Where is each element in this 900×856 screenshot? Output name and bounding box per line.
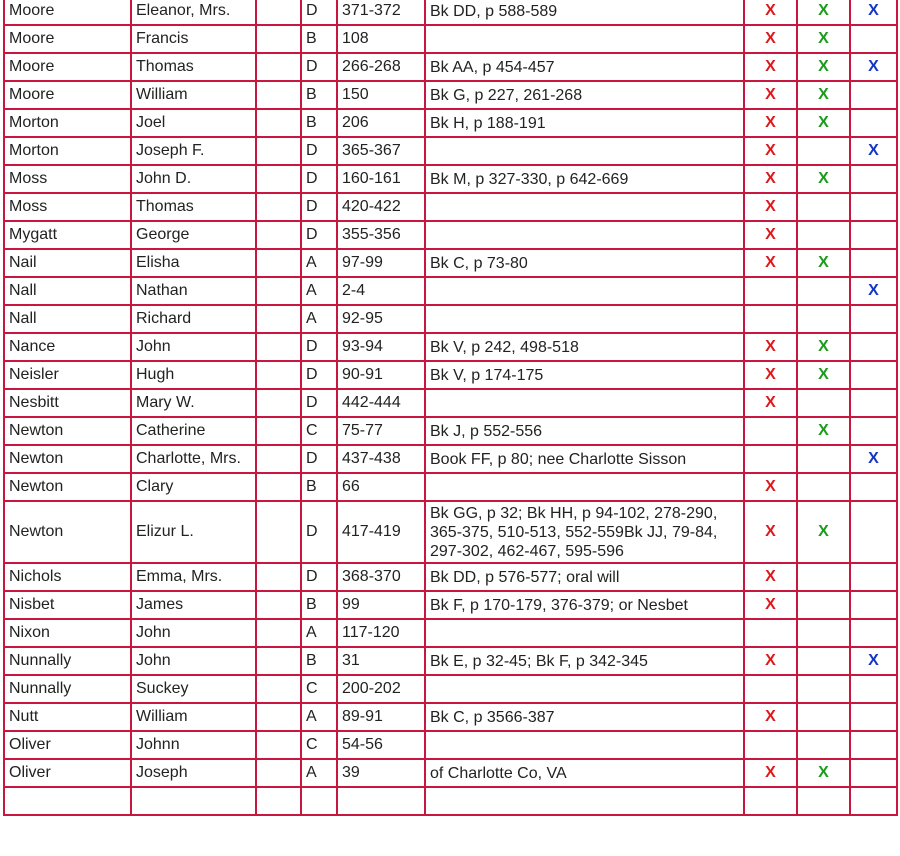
empty-cell — [256, 501, 301, 563]
box-letter-cell: B — [301, 81, 337, 109]
table-row — [4, 361, 897, 389]
green-mark-cell: X — [797, 53, 850, 81]
green-mark-cell: X — [797, 81, 850, 109]
surname-cell: Morton — [4, 109, 131, 137]
blue-mark-cell — [850, 305, 897, 333]
red-mark-cell: X — [744, 473, 797, 501]
blue-mark-cell — [850, 361, 897, 389]
box-letter-cell: D — [301, 361, 337, 389]
blue-mark-cell: X — [850, 53, 897, 81]
surname-cell: Newton — [4, 417, 131, 445]
box-letter-cell: D — [301, 501, 337, 563]
empty-cell — [256, 249, 301, 277]
green-mark-cell — [797, 591, 850, 619]
surname-cell: Nisbet — [4, 591, 131, 619]
book-reference-cell — [425, 305, 744, 333]
green-mark-cell: X — [797, 109, 850, 137]
table-row — [4, 249, 897, 277]
surname-cell: Newton — [4, 501, 131, 563]
red-mark-cell: X — [744, 501, 797, 563]
box-letter-cell: D — [301, 389, 337, 417]
empty-cell — [256, 25, 301, 53]
blue-mark-cell: X — [850, 445, 897, 473]
red-mark-cell: X — [744, 591, 797, 619]
empty-cell — [256, 619, 301, 647]
records-table — [3, 0, 898, 816]
page-range-cell: 66 — [337, 473, 425, 501]
given-name-cell: Hugh — [131, 361, 256, 389]
red-mark-cell — [744, 619, 797, 647]
green-mark-cell — [797, 389, 850, 417]
page-range-cell: 371-372 — [337, 0, 425, 25]
book-reference-cell — [425, 277, 744, 305]
given-name-cell: John D. — [131, 165, 256, 193]
given-name-cell: Nathan — [131, 277, 256, 305]
box-letter-cell: C — [301, 731, 337, 759]
green-mark-cell — [797, 675, 850, 703]
page-range-cell: 200-202 — [337, 675, 425, 703]
empty-cell — [256, 591, 301, 619]
table-row — [4, 703, 897, 731]
green-mark-cell — [797, 703, 850, 731]
page-range-cell: 150 — [337, 81, 425, 109]
green-mark-cell: X — [797, 333, 850, 361]
red-mark-cell: X — [744, 389, 797, 417]
blue-mark-cell — [850, 249, 897, 277]
given-name-cell: Thomas — [131, 193, 256, 221]
empty-cell — [256, 305, 301, 333]
surname-cell: Nutt — [4, 703, 131, 731]
surname-cell: Morton — [4, 137, 131, 165]
table-row — [4, 647, 897, 675]
table-row — [4, 193, 897, 221]
page-range-cell: 2-4 — [337, 277, 425, 305]
page-range-cell: 266-268 — [337, 53, 425, 81]
book-reference-cell: Bk V, p 242, 498-518 — [425, 333, 744, 361]
blue-mark-cell — [850, 81, 897, 109]
box-letter-cell: B — [301, 25, 337, 53]
given-name-cell: John — [131, 619, 256, 647]
surname-cell: Oliver — [4, 731, 131, 759]
table-row — [4, 0, 897, 25]
given-name-cell: Joseph — [131, 759, 256, 787]
green-mark-cell — [797, 221, 850, 249]
book-reference-cell: Bk AA, p 454-457 — [425, 53, 744, 81]
empty-cell — [256, 675, 301, 703]
surname-cell: Moore — [4, 0, 131, 25]
book-reference-cell: Bk C, p 3566-387 — [425, 703, 744, 731]
surname-cell: Neisler — [4, 361, 131, 389]
surname-cell: Moore — [4, 53, 131, 81]
blue-mark-cell: X — [850, 0, 897, 25]
book-reference-cell: Bk C, p 73-80 — [425, 249, 744, 277]
blue-mark-cell — [850, 563, 897, 591]
green-mark-cell — [797, 619, 850, 647]
book-reference-cell — [425, 787, 744, 815]
blue-mark-cell: X — [850, 137, 897, 165]
green-mark-cell: X — [797, 249, 850, 277]
surname-cell: Moss — [4, 165, 131, 193]
empty-cell — [256, 703, 301, 731]
empty-cell — [256, 81, 301, 109]
book-reference-cell — [425, 221, 744, 249]
box-letter-cell: A — [301, 305, 337, 333]
empty-cell — [256, 109, 301, 137]
red-mark-cell — [744, 277, 797, 305]
table-row — [4, 675, 897, 703]
table-row — [4, 787, 897, 815]
page-range-cell — [337, 787, 425, 815]
red-mark-cell: X — [744, 703, 797, 731]
page-range-cell: 75-77 — [337, 417, 425, 445]
page-range-cell: 54-56 — [337, 731, 425, 759]
surname-cell: Nunnally — [4, 675, 131, 703]
book-reference-cell: of Charlotte Co, VA — [425, 759, 744, 787]
page-range-cell: 442-444 — [337, 389, 425, 417]
book-reference-cell — [425, 137, 744, 165]
table-row — [4, 25, 897, 53]
page-range-cell: 97-99 — [337, 249, 425, 277]
table-row — [4, 165, 897, 193]
blue-mark-cell: X — [850, 277, 897, 305]
book-reference-cell: Bk GG, p 32; Bk HH, p 94-102, 278-290, 365-375, 510-513, 552-559Bk JJ, 79-84, 297-302, 462-467, 595-596 — [425, 501, 744, 563]
page-range-cell: 99 — [337, 591, 425, 619]
green-mark-cell — [797, 305, 850, 333]
red-mark-cell: X — [744, 81, 797, 109]
empty-cell — [256, 193, 301, 221]
given-name-cell — [131, 787, 256, 815]
page-range-cell: 108 — [337, 25, 425, 53]
table-row — [4, 417, 897, 445]
surname-cell: Mygatt — [4, 221, 131, 249]
empty-cell — [256, 53, 301, 81]
empty-cell — [256, 647, 301, 675]
green-mark-cell — [797, 445, 850, 473]
red-mark-cell: X — [744, 221, 797, 249]
blue-mark-cell — [850, 221, 897, 249]
book-reference-cell: Book FF, p 80; nee Charlotte Sisson — [425, 445, 744, 473]
blue-mark-cell — [850, 759, 897, 787]
surname-cell: Nall — [4, 277, 131, 305]
blue-mark-cell: X — [850, 647, 897, 675]
green-mark-cell — [797, 731, 850, 759]
page-range-cell: 437-438 — [337, 445, 425, 473]
book-reference-cell: Bk M, p 327-330, p 642-669 — [425, 165, 744, 193]
box-letter-cell: A — [301, 277, 337, 305]
box-letter-cell: A — [301, 249, 337, 277]
box-letter-cell: D — [301, 53, 337, 81]
box-letter-cell: D — [301, 445, 337, 473]
box-letter-cell: D — [301, 193, 337, 221]
table-row — [4, 277, 897, 305]
red-mark-cell: X — [744, 165, 797, 193]
table-row — [4, 333, 897, 361]
green-mark-cell: X — [797, 501, 850, 563]
empty-cell — [256, 165, 301, 193]
box-letter-cell: C — [301, 417, 337, 445]
green-mark-cell: X — [797, 25, 850, 53]
blue-mark-cell — [850, 165, 897, 193]
green-mark-cell — [797, 137, 850, 165]
empty-cell — [256, 787, 301, 815]
table-row — [4, 563, 897, 591]
blue-mark-cell — [850, 193, 897, 221]
green-mark-cell — [797, 277, 850, 305]
table-row — [4, 109, 897, 137]
green-mark-cell — [797, 563, 850, 591]
box-letter-cell: C — [301, 675, 337, 703]
green-mark-cell: X — [797, 165, 850, 193]
empty-cell — [256, 221, 301, 249]
page-range-cell: 160-161 — [337, 165, 425, 193]
book-reference-cell: Bk H, p 188-191 — [425, 109, 744, 137]
empty-cell — [256, 277, 301, 305]
table-row — [4, 81, 897, 109]
page-range-cell: 206 — [337, 109, 425, 137]
box-letter-cell: B — [301, 591, 337, 619]
given-name-cell: James — [131, 591, 256, 619]
box-letter-cell: D — [301, 137, 337, 165]
green-mark-cell: X — [797, 417, 850, 445]
red-mark-cell — [744, 417, 797, 445]
surname-cell: Nall — [4, 305, 131, 333]
surname-cell: Nance — [4, 333, 131, 361]
red-mark-cell: X — [744, 563, 797, 591]
book-reference-cell — [425, 389, 744, 417]
book-reference-cell — [425, 619, 744, 647]
box-letter-cell: A — [301, 703, 337, 731]
empty-cell — [256, 473, 301, 501]
given-name-cell: John — [131, 333, 256, 361]
empty-cell — [256, 731, 301, 759]
table-row — [4, 731, 897, 759]
box-letter-cell: D — [301, 221, 337, 249]
red-mark-cell — [744, 675, 797, 703]
red-mark-cell: X — [744, 249, 797, 277]
blue-mark-cell — [850, 619, 897, 647]
box-letter-cell: B — [301, 109, 337, 137]
table-row — [4, 591, 897, 619]
table-row — [4, 445, 897, 473]
green-mark-cell: X — [797, 361, 850, 389]
table-row — [4, 759, 897, 787]
red-mark-cell: X — [744, 0, 797, 25]
page-range-cell: 420-422 — [337, 193, 425, 221]
red-mark-cell: X — [744, 193, 797, 221]
table-row — [4, 137, 897, 165]
surname-cell: Nail — [4, 249, 131, 277]
empty-cell — [256, 333, 301, 361]
given-name-cell: Charlotte, Mrs. — [131, 445, 256, 473]
given-name-cell: Johnn — [131, 731, 256, 759]
book-reference-cell — [425, 473, 744, 501]
given-name-cell: Eleanor, Mrs. — [131, 0, 256, 25]
green-mark-cell: X — [797, 0, 850, 25]
given-name-cell: Mary W. — [131, 389, 256, 417]
empty-cell — [256, 389, 301, 417]
page-range-cell: 92-95 — [337, 305, 425, 333]
red-mark-cell: X — [744, 25, 797, 53]
box-letter-cell: B — [301, 473, 337, 501]
empty-cell — [256, 361, 301, 389]
book-reference-cell — [425, 193, 744, 221]
table-row — [4, 473, 897, 501]
green-mark-cell: X — [797, 759, 850, 787]
green-mark-cell — [797, 193, 850, 221]
surname-cell: Nixon — [4, 619, 131, 647]
red-mark-cell — [744, 445, 797, 473]
table-row — [4, 305, 897, 333]
red-mark-cell — [744, 731, 797, 759]
table-row — [4, 53, 897, 81]
given-name-cell: William — [131, 703, 256, 731]
given-name-cell: Catherine — [131, 417, 256, 445]
surname-cell: Oliver — [4, 759, 131, 787]
book-reference-cell: Bk DD, p 588-589 — [425, 0, 744, 25]
red-mark-cell: X — [744, 333, 797, 361]
blue-mark-cell — [850, 333, 897, 361]
blue-mark-cell — [850, 703, 897, 731]
surname-cell: Moore — [4, 25, 131, 53]
box-letter-cell: A — [301, 619, 337, 647]
box-letter-cell: D — [301, 165, 337, 193]
book-reference-cell: Bk F, p 170-179, 376-379; or Nesbet — [425, 591, 744, 619]
red-mark-cell: X — [744, 137, 797, 165]
given-name-cell: Clary — [131, 473, 256, 501]
blue-mark-cell — [850, 473, 897, 501]
surname-cell — [4, 787, 131, 815]
blue-mark-cell — [850, 109, 897, 137]
box-letter-cell: B — [301, 647, 337, 675]
book-reference-cell: Bk V, p 174-175 — [425, 361, 744, 389]
red-mark-cell: X — [744, 53, 797, 81]
table-row — [4, 389, 897, 417]
box-letter-cell: D — [301, 0, 337, 25]
box-letter-cell: D — [301, 333, 337, 361]
book-reference-cell: Bk E, p 32-45; Bk F, p 342-345 — [425, 647, 744, 675]
page-range-cell: 355-356 — [337, 221, 425, 249]
table-row — [4, 619, 897, 647]
blue-mark-cell — [850, 389, 897, 417]
surname-cell: Nichols — [4, 563, 131, 591]
red-mark-cell — [744, 787, 797, 815]
surname-cell: Nesbitt — [4, 389, 131, 417]
given-name-cell: Thomas — [131, 53, 256, 81]
empty-cell — [256, 759, 301, 787]
surname-cell: Nunnally — [4, 647, 131, 675]
blue-mark-cell — [850, 731, 897, 759]
page-range-cell: 368-370 — [337, 563, 425, 591]
book-reference-cell — [425, 731, 744, 759]
box-letter-cell — [301, 787, 337, 815]
red-mark-cell: X — [744, 647, 797, 675]
table-row — [4, 501, 897, 563]
empty-cell — [256, 563, 301, 591]
surname-cell: Newton — [4, 473, 131, 501]
given-name-cell: Elizur L. — [131, 501, 256, 563]
given-name-cell: George — [131, 221, 256, 249]
red-mark-cell: X — [744, 759, 797, 787]
page-range-cell: 90-91 — [337, 361, 425, 389]
blue-mark-cell — [850, 25, 897, 53]
blue-mark-cell — [850, 591, 897, 619]
page-range-cell: 365-367 — [337, 137, 425, 165]
given-name-cell: Joseph F. — [131, 137, 256, 165]
book-reference-cell — [425, 675, 744, 703]
given-name-cell: Suckey — [131, 675, 256, 703]
surname-cell: Moss — [4, 193, 131, 221]
page-range-cell: 417-419 — [337, 501, 425, 563]
page-range-cell: 31 — [337, 647, 425, 675]
given-name-cell: Francis — [131, 25, 256, 53]
given-name-cell: Elisha — [131, 249, 256, 277]
page-range-cell: 39 — [337, 759, 425, 787]
red-mark-cell: X — [744, 109, 797, 137]
green-mark-cell — [797, 647, 850, 675]
book-reference-cell: Bk G, p 227, 261-268 — [425, 81, 744, 109]
red-mark-cell: X — [744, 361, 797, 389]
given-name-cell: Emma, Mrs. — [131, 563, 256, 591]
red-mark-cell — [744, 305, 797, 333]
given-name-cell: Joel — [131, 109, 256, 137]
surname-cell: Newton — [4, 445, 131, 473]
surname-cell: Moore — [4, 81, 131, 109]
empty-cell — [256, 417, 301, 445]
blue-mark-cell — [850, 787, 897, 815]
book-reference-cell — [425, 25, 744, 53]
page-range-cell: 93-94 — [337, 333, 425, 361]
empty-cell — [256, 137, 301, 165]
book-reference-cell: Bk J, p 552-556 — [425, 417, 744, 445]
box-letter-cell: A — [301, 759, 337, 787]
blue-mark-cell — [850, 501, 897, 563]
given-name-cell: William — [131, 81, 256, 109]
given-name-cell: John — [131, 647, 256, 675]
empty-cell — [256, 445, 301, 473]
book-reference-cell: Bk DD, p 576-577; oral will — [425, 563, 744, 591]
green-mark-cell — [797, 473, 850, 501]
given-name-cell: Richard — [131, 305, 256, 333]
green-mark-cell — [797, 787, 850, 815]
table-row — [4, 221, 897, 249]
page-range-cell: 117-120 — [337, 619, 425, 647]
blue-mark-cell — [850, 675, 897, 703]
box-letter-cell: D — [301, 563, 337, 591]
page-range-cell: 89-91 — [337, 703, 425, 731]
blue-mark-cell — [850, 417, 897, 445]
empty-cell — [256, 0, 301, 25]
records-table-body — [4, 0, 897, 815]
